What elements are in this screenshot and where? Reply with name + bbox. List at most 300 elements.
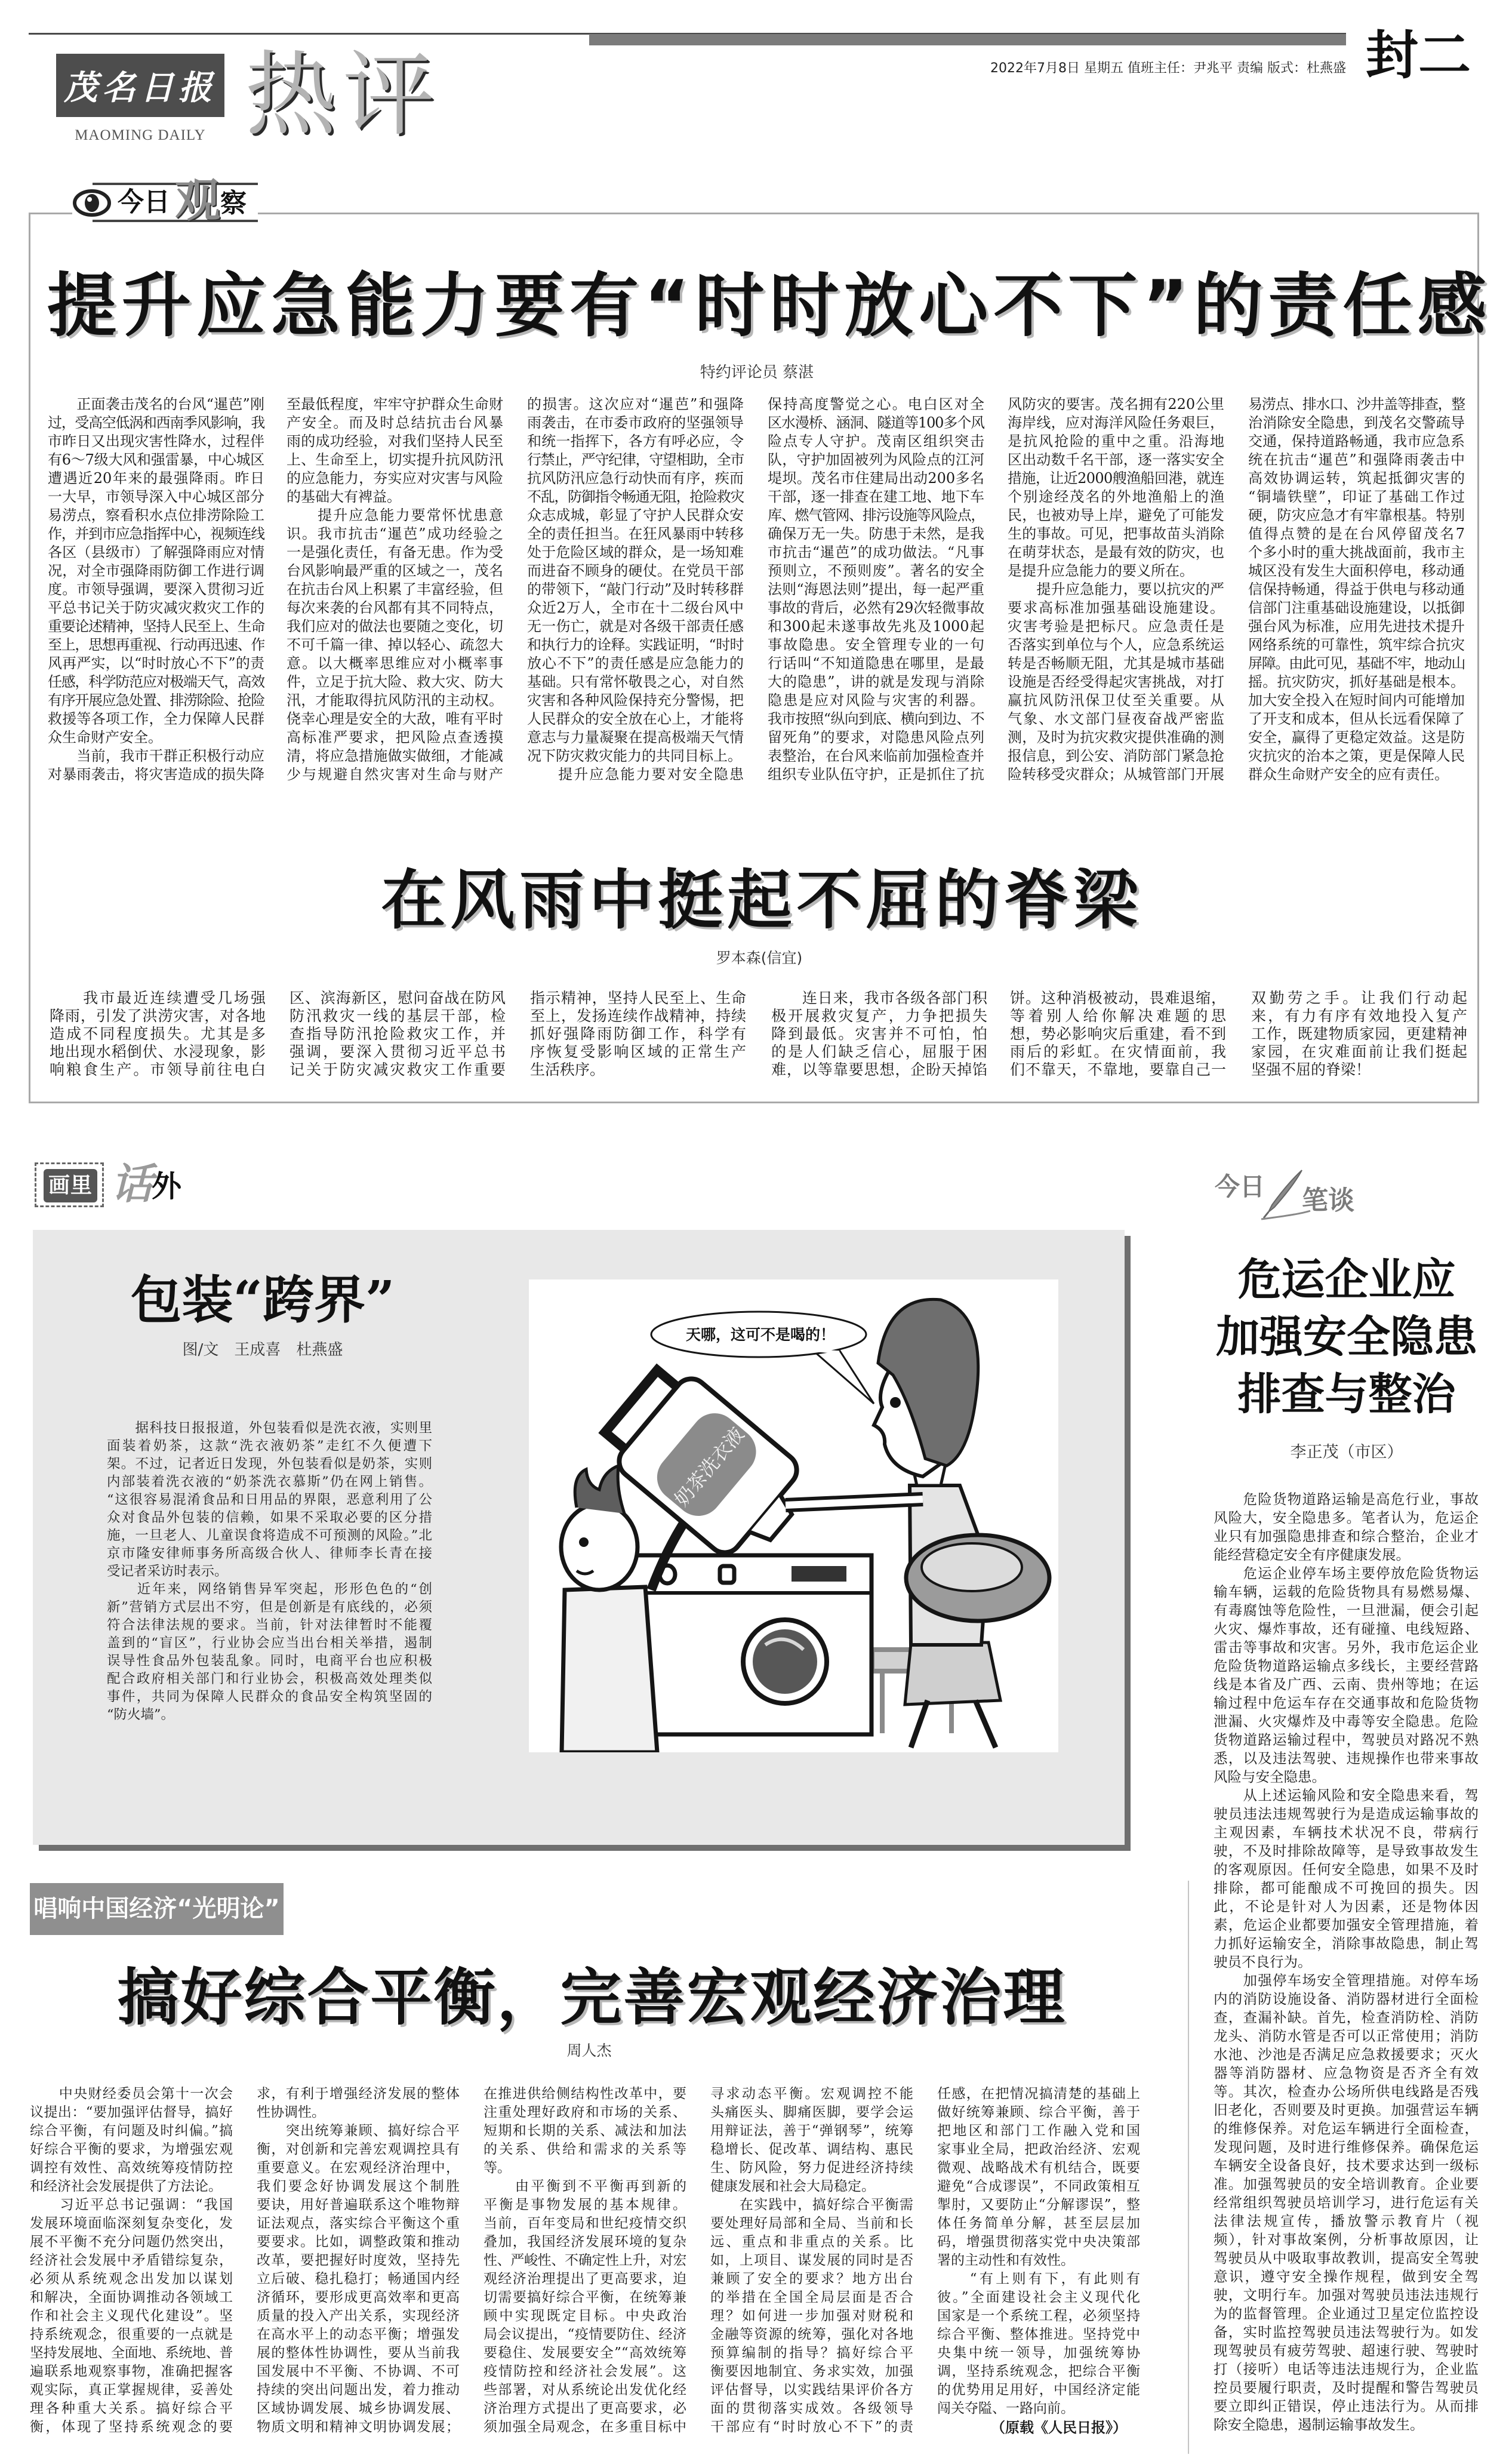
lead-column-1	[48, 395, 264, 784]
text-line: 内的消防设施设备、消防器材进行全面检	[1214, 1991, 1479, 2007]
text-line: 力抓好运输安全，消除事故隐患，制止驾	[1214, 1935, 1479, 1952]
text-line: 和经济社会发展提供了方法论。	[30, 2179, 222, 2194]
text-line: 金融等资源的统筹，强化对各地	[710, 2327, 913, 2342]
text-line: 驾驶员从中吸取事故教训，提高安全驾驶	[1214, 2250, 1479, 2266]
text-line: 防汛救灾一线的基层干部，检	[290, 1007, 506, 1025]
text-line: 提升应急能力，要以抗灾的严	[1008, 581, 1224, 598]
text-line: “有上则有下，有此则有	[937, 2271, 1140, 2287]
text-line: 生、防风险，努力促进经济持续	[710, 2160, 913, 2176]
text-line: 济治理方式提出了更高要求，必	[484, 2401, 686, 2416]
text-line: 易涝点、排水口、沙井盖等排查，整	[1248, 396, 1465, 413]
text-line: 理？如何进一步加强对财税和	[710, 2308, 913, 2324]
text-line: 由平衡到不平衡再到新的	[484, 2179, 686, 2194]
text-line: 险点专人守护。茂南区组织突击	[768, 433, 984, 450]
text-line: 火灾、爆炸事故，还有碰撞、电线短路、	[1214, 1620, 1479, 1637]
text-line: 国家是一个系统工程，必须坚持	[937, 2308, 1140, 2324]
text-line: 基础。只有常怀敬畏之心，对自然	[527, 673, 744, 690]
text-line: 发展环境面临深刻复杂变化，发	[30, 2216, 233, 2231]
text-line: 留死角”的要求，对隐患风险点列	[768, 729, 984, 746]
text-line: 中央财经委员会第十一次会	[30, 2086, 233, 2102]
text-line: 抗风防汛应急行动快而有序，疾而	[527, 470, 744, 487]
text-line: 必须从系统观念出发加以谋划	[30, 2271, 233, 2287]
text-line: 在抗击台风上积累了丰富经验，但	[287, 581, 503, 598]
text-line: 众生命财产安全。	[48, 729, 162, 746]
text-line: 正面袭击茂名的台风“暹芭”刚	[48, 396, 264, 413]
text-line: 配合政府相关部门和行业协会，积极高效处理类似	[107, 1671, 432, 1687]
text-line: “防火墙”。	[107, 1707, 175, 1722]
text-line: 改革，要把握好时度效，坚持先	[257, 2253, 460, 2268]
economy-column-3	[484, 2085, 686, 2437]
text-line: 器等消防器材、应急物资是否齐全有效	[1214, 2065, 1479, 2081]
text-line: 须加强全局观念，在多重目标中	[484, 2419, 686, 2435]
text-line: 水池、沙池是否满足应急救援要求；灭火	[1214, 2046, 1479, 2063]
page-label: 封二	[1366, 24, 1471, 86]
text-line: 群众生命财产安全的应有责任。	[1248, 766, 1449, 783]
text-line: 确保万无一失。防患于未然，是我	[768, 525, 984, 542]
second-column-3	[530, 989, 746, 1079]
text-line: 当前，百年变局和世纪疫情交织	[484, 2216, 686, 2231]
text-line: 各区（县级市）了解强降雨应对情	[48, 544, 264, 561]
text-line: 测，及时为抗灾救灾提供准确的测	[1008, 729, 1224, 746]
text-line: 造成不同程度损失。尤其是多	[50, 1025, 266, 1042]
text-line: 提升应急能力要常怀忧患意	[287, 507, 503, 524]
pen-talk-headline	[1212, 1251, 1482, 1423]
text-line: 风再严实，以“时时放心不下”的责	[48, 655, 264, 672]
text-line: 连日来，我市各级各部门积	[771, 989, 987, 1007]
text-line: 在萌芽状态，是最有效的防灾，也	[1008, 544, 1224, 561]
text-line: 调控有效性、高效统筹疫情防控	[30, 2160, 233, 2176]
text-line: 干部，逐一排查在建工地、地下车	[768, 488, 984, 505]
text-line: 工作，既建物质家园，更建精神	[1251, 1025, 1467, 1042]
text-line: 网络系统的可靠性，筑牢综合抗灾	[1248, 636, 1465, 653]
text-line: 符合法律法规的要求。当前，针对法律暂时不能覆	[107, 1617, 432, 1633]
woman-eye	[890, 1397, 901, 1408]
text-line: 微观、战略战术有机结合，既要	[937, 2160, 1140, 2176]
text-line: 干部应有“时时放心不下”的责	[710, 2419, 913, 2435]
speech-bubble-text: 天哪，这可不是喝的！	[685, 1326, 836, 1343]
text-line: 无一伤亡，就是对各级干部责任感	[527, 618, 744, 635]
text-line: 任感，科学防范应对极端天气，高效	[48, 673, 264, 690]
text-line: 强台风为标准，应用先进技术提升	[1248, 618, 1465, 635]
text-line: 清，将应急措施做实做细，才能减	[287, 747, 503, 764]
pen-talk-headline-line: 加强安全隐患	[1216, 1311, 1477, 1362]
text-line: 高效协调运转，筑起抵御灾害的	[1248, 470, 1465, 487]
lead-column-3	[527, 395, 744, 784]
text-line: 远、重点和非重点的关系。比	[710, 2234, 913, 2250]
text-line: 要要求。比如，调整政策和推动	[257, 2234, 460, 2250]
text-line: 放心不下”的责任感是应急能力的	[527, 655, 744, 672]
text-line: 措施，让近2000艘渔船回港，就连	[1008, 470, 1224, 487]
text-line: 业只有加强隐患排查和综合整治，企业才	[1214, 1528, 1479, 1545]
text-line: 在实践中，搞好综合平衡需	[710, 2197, 913, 2213]
text-line: 等。其次，检查办公场所供电线路是否残	[1214, 2083, 1479, 2100]
text-line: 况下防灾救灾能力的共同目标上。	[527, 747, 742, 764]
text-line: 准。加强驾驶员的安全培训教育。企业要	[1214, 2176, 1479, 2192]
text-line: 性协调性。	[257, 2105, 325, 2120]
text-line: 现驾驶员有疲劳驾驶、超速行驶、驾驶时	[1214, 2342, 1479, 2359]
text-line: 避免“合成谬误”，不同政策相互	[937, 2179, 1140, 2194]
text-line: 在高水平上的动态平衡；增强发	[257, 2327, 460, 2342]
masthead-logo-text: 茂名日报	[64, 68, 217, 107]
text-line: 指示精神，坚持人民至上、生命	[530, 989, 746, 1007]
text-line: 区域协调发展、城乡协调发展、	[257, 2401, 460, 2416]
economy-column-1	[30, 2085, 233, 2437]
text-line: 些部署，对从系统论出发优化经	[484, 2382, 686, 2398]
text-line: 屏障。由此可见，基础不牢，地动山	[1248, 655, 1465, 672]
text-line: 我市最近连续遭受几场强	[50, 989, 266, 1007]
text-line: 台风影响最严重的区域之一，茂名	[287, 562, 503, 579]
pen-talk-headline-line: 危运企业应	[1237, 1254, 1456, 1305]
text-line: 不乱，防御指令畅通无阻，抢险救灾	[527, 488, 744, 505]
text-line: 饼。这种消极被动，畏难退缩，	[1010, 989, 1226, 1007]
text-line: 的关系、供给和需求的关系等	[484, 2142, 686, 2157]
text-line: 堤坝。茂名市住建局出动200多名	[768, 470, 984, 487]
text-line: 加大安全投入在短时间内可能增加	[1248, 692, 1465, 709]
text-line: 一大早，市领导深入中心城区部分	[48, 488, 264, 505]
text-line: 不可千篇一律、掉以轻心、疏忽大	[287, 636, 503, 653]
text-line: 极开展救灾复产，力争把损失	[771, 1007, 987, 1025]
text-line: 意识，遵守安全操作规程，做到安全驾	[1214, 2268, 1479, 2285]
text-line: 备，实时监控驾驶员违法驾驶行为。如发	[1214, 2324, 1479, 2340]
second-column-4	[771, 989, 987, 1079]
text-line: 的客观原因。任何安全隐患，如果不及时	[1214, 1861, 1479, 1878]
text-line: 抓好强降雨防御工作，科学有	[530, 1025, 746, 1042]
text-line: 意。以大概率思维应对小概率事	[287, 655, 503, 672]
pen-talk-prefix: 今日	[1215, 1172, 1265, 1201]
text-line: 和执行力的诠释。实践证明，“时时	[527, 636, 744, 653]
text-line: 隐患是应对风险与灾害的利器。	[768, 692, 984, 709]
text-line: 码，增强贯彻落实党中央决策部	[937, 2234, 1140, 2250]
text-line: 侥幸心理是安全的大敌，唯有平时	[287, 710, 503, 727]
text-line: 误导性食品外包装乱象。同时，电商平台也应积极	[107, 1653, 432, 1669]
text-line: 产安全。而及时总结抗击台风暴	[287, 414, 503, 431]
text-line: 能经营稳定安全有序健康发展。	[1214, 1546, 1410, 1563]
text-line: 危险货物道路运输是高危行业，事故	[1214, 1491, 1479, 1508]
text-line: 高标准严要求，把风险点查透摸	[287, 729, 503, 746]
text-line: 央集中统一领导，加强统筹协	[937, 2345, 1140, 2361]
text-line: 表整治，在台风来临前加强检查并	[768, 747, 984, 764]
economy-headline: 搞好综合平衡，完善宏观经济治理	[117, 1962, 1067, 2034]
text-line: 事件，共同为保障人民群众的食品安全构筑坚固的	[107, 1689, 432, 1705]
text-line: 况，对全市强降雨防御工作进行调	[48, 562, 264, 579]
economy-byline: 周人杰	[566, 2042, 612, 2059]
text-line: 要立即纠正错误，停止违法行为。从而排	[1214, 2398, 1479, 2414]
text-line: 的是人们缺乏信心，屈服于困	[771, 1043, 987, 1060]
text-line: 众志成城，彰显了守护人民群众安	[527, 507, 744, 524]
observation-badge	[72, 174, 258, 227]
text-line: 注重处理好政府和市场的关系、	[484, 2105, 686, 2120]
masthead-english-name: MAOMING DAILY	[75, 127, 206, 143]
text-line: 件，立足于抗大险、救大灾、防大	[287, 673, 503, 690]
text-line: “铜墙铁壁”，印证了基础工作过	[1248, 488, 1465, 505]
text-line: 是提升应急能力的要义所在。	[1008, 562, 1194, 579]
text-line: 内部装着洗衣液的“奶茶洗衣慕斯”仍在网上销售。	[107, 1474, 432, 1490]
text-line: 等着别人给你解决难题的思	[1010, 1007, 1226, 1025]
text-line: 驶，文明行车。加强对驾驶员违法违规行	[1214, 2287, 1479, 2303]
text-line: 危运企业停车场主要停放危险货物运	[1214, 1565, 1479, 1582]
text-line: 的应急能力，夯实应对灾害与风险	[287, 470, 503, 487]
text-line: 据科技日报报道，外包装看似是洗衣液，实则里	[107, 1420, 432, 1436]
text-line: 京市隆安律师事务所高级合伙人、律师李长青在接	[107, 1546, 432, 1561]
text-line: 证法观点，落实综合平衡这个重	[257, 2216, 460, 2231]
text-line: 用辩证法，善于“弹钢琴”，统筹	[710, 2123, 913, 2139]
text-line: 一是强化责任，有备无患。作为受	[287, 544, 503, 561]
text-line: 了开支和成本，但从长远看保障了	[1248, 710, 1465, 727]
text-line: 降雨，引发了洪涝灾害，对各地	[50, 1007, 266, 1025]
text-line: 作和社会主义现代化建设”。坚	[30, 2308, 233, 2324]
text-line: 疫情防控和经济社会发展”。这	[484, 2364, 686, 2379]
pen-talk-body	[1214, 1490, 1479, 2434]
text-line: “这很容易混淆食品和日用品的界限，恶意利用了公	[107, 1492, 432, 1508]
eye-icon	[72, 189, 112, 217]
text-line: 的带领下，“敲门行动”及时转移群	[527, 581, 744, 598]
text-line: 观实际，真正掌握规律，妥善处	[30, 2382, 233, 2398]
text-line: 救援等各项工作，全力保障人民群	[48, 710, 264, 727]
logo-black-char: 外	[152, 1169, 181, 1204]
text-line: 健康发展和社会大局稳定。	[710, 2179, 875, 2194]
text-line: 持续的突出问题出发，着力推动	[257, 2382, 460, 2398]
text-line: 货物道路运输过程中，驾驶员对路况不熟	[1214, 1731, 1479, 1748]
text-line: 众近2万人，全市在十二级台风中	[527, 599, 744, 616]
text-line: 硬，防灾应急才有牢靠根基。特别	[1248, 507, 1465, 524]
text-line: 库、燃气管网、排污设施等风险点，	[768, 507, 984, 524]
text-line: 性、严峻性、不确定性上升，对宏	[484, 2253, 686, 2268]
text-line: 有序开展应急处置、排涝除险、抢险	[48, 692, 264, 709]
jug-label: 奶茶洗衣液	[670, 1423, 749, 1511]
text-line: 来，有力有序有效地投入复产	[1251, 1007, 1467, 1025]
text-line: 雨后的彩虹。在灾情面前，我	[1010, 1043, 1226, 1060]
text-line: 面装着奶茶，这款“洗衣液奶茶”走红不久便遭下	[107, 1438, 432, 1454]
source-credit: （原载《人民日报》）	[991, 2419, 1127, 2436]
text-line: 议提出：“要加强评估督导，搞好	[30, 2105, 233, 2120]
text-line: 理各种重大关系。搞好综合平	[30, 2401, 233, 2416]
text-line: 闯关夺隘、一路向前。	[937, 2401, 1074, 2416]
text-line: 区水漫桥、涵洞、隧道等100多个风	[768, 414, 984, 431]
text-line: 稳增长、促改革、调结构、惠民	[710, 2142, 913, 2157]
pen-talk-suffix: 笔谈	[1302, 1185, 1354, 1216]
text-line: 每次来袭的台风都有其不同特点，	[287, 599, 503, 616]
text-line: 治消除安全隐患，到茂名交警疏导	[1248, 414, 1465, 431]
text-line: 地出现水稻倒伏、水浸现象，影	[50, 1043, 266, 1060]
text-line: 少与规避自然灾害对生命与财产	[287, 766, 503, 783]
text-line: 署的主动性和有效性。	[937, 2253, 1074, 2268]
text-line: 习近平总书记强调：“我国	[30, 2197, 233, 2213]
text-line: 雨的成功经验，对我们坚持人民至	[287, 433, 503, 450]
second-column-1	[50, 989, 266, 1079]
text-line: 从上述运输风险和安全隐患来看，驾	[1214, 1787, 1479, 1804]
text-line: 架。不过，记者近日发现，外包装看似是奶茶，实则	[107, 1456, 432, 1472]
text-line: 区、滨海新区，慰问奋战在防风	[290, 989, 506, 1007]
text-line: 龙头、消防水管是否可以正常使用；消防	[1214, 2028, 1479, 2044]
text-line: 为的监督管理。企业通过卫星定位监控设	[1214, 2305, 1479, 2322]
text-line: 国发展中不平衡、不协调、不可	[257, 2364, 460, 2379]
text-line: 是抗风抢险的重中之重。沿海地	[1008, 433, 1224, 450]
lead-column-5	[1008, 395, 1224, 784]
economy-column-2	[257, 2085, 460, 2437]
text-line: 报信息，到公安、消防部门紧急抢	[1008, 747, 1224, 764]
text-line: 线是本省及广西、云南、贵州等地；在运	[1214, 1676, 1479, 1693]
lead-byline: 特约评论员 蔡湛	[700, 364, 814, 382]
logo-gray-char: 话	[111, 1159, 153, 1208]
text-line: 综合平衡，有问题及时纠偏。”搞	[30, 2123, 233, 2139]
lead-column-2	[287, 395, 503, 784]
text-line: 双勤劳之手。让我们行动起	[1251, 989, 1467, 1007]
text-line: 区出动数千名干部，逐一落实安全	[1008, 451, 1224, 468]
text-line: 物质文明和精神文明协调发展；	[257, 2419, 460, 2435]
second-byline: 罗本森(信宜)	[716, 949, 803, 967]
text-line: 平衡是事物发展的基本规律。	[484, 2197, 686, 2213]
text-line: 展不平衡不充分问题仍然突出，	[30, 2234, 233, 2250]
text-line: 面的贯彻落实成效。各级领导	[710, 2401, 913, 2416]
text-line: 作，并到市应急指挥中心，视频连线	[48, 525, 264, 542]
text-line: 打（接听）电话等违法违规行为，企业监	[1214, 2361, 1479, 2377]
text-line: 头痛医头、脚痛医脚，要学会运	[710, 2105, 913, 2120]
text-line: 摇。抗灾防灾，抓好基础是根本。	[1248, 673, 1465, 690]
column-separator	[1188, 1881, 1189, 2454]
text-line: 平总书记关于防灾减灾救灾工作的	[48, 599, 264, 616]
text-line: 短期和长期的关系、减法和加法	[484, 2123, 686, 2139]
text-line: 队，守护加固被列为风险点的江河	[768, 451, 984, 468]
text-line: 市昨日又出现灾害性降水，过程伴	[48, 433, 264, 450]
text-line: 赢抗风防汛保卫仗至关重要。从	[1008, 692, 1224, 709]
second-column-5	[1010, 989, 1226, 1079]
text-line: 的优势用足用好，中国经济定能	[937, 2382, 1140, 2398]
text-line: 们不靠天，不靠地，要靠自己一	[1010, 1061, 1226, 1078]
text-line: 值得点赞的是在台风停留茂名7	[1248, 525, 1465, 542]
text-line: 驶员不良行为。	[1214, 1954, 1312, 1970]
text-line: 要诀，用好普遍联系这个唯物辩	[257, 2197, 460, 2213]
text-line: 我们要念好协调发展这个制胜	[257, 2179, 460, 2194]
text-line: 事故的背后，必然有29次轻微事故	[768, 599, 984, 616]
second-column-2	[290, 989, 506, 1079]
text-line: 寻求动态平衡。宏观调控不能	[710, 2086, 913, 2102]
text-line: 雨袭击，在市委市政府的坚强领导	[527, 414, 744, 431]
text-line: 新”营销方式层出不穷，但是创新是有底线的，必须	[107, 1599, 432, 1615]
text-line: 生的事故。可见，把事故苗头消除	[1008, 525, 1224, 542]
text-line: 衡要因地制宜、务求实效，加强	[710, 2364, 913, 2379]
text-line: 受记者采访时表示。	[107, 1564, 228, 1579]
text-line: 否落实到单位与个人，应急系统运	[1008, 636, 1224, 653]
text-line: 任感，在把情况搞清楚的基础上	[937, 2086, 1140, 2102]
text-line: 有6～7级大风和强雷暴，中心城区	[48, 451, 264, 468]
text-line: 排除，都可能酿成不可挽回的损失。因	[1214, 1879, 1479, 1896]
text-line: 除安全隐患，遏制运输事故发生。	[1214, 2416, 1424, 2433]
text-line: 家园，在灾难面前让我们挺起	[1251, 1043, 1467, 1060]
text-line: 危险货物道路运输点多线长，主要经营路	[1214, 1657, 1479, 1674]
text-line: 至上，思想再重视、行动再迅速、作	[48, 636, 264, 653]
text-line: 立后破、稳扎稳打；畅通国内经	[257, 2271, 460, 2287]
cartoon-byline: 图/文 王成喜 杜燕盛	[182, 1341, 343, 1359]
series-tag: 唱响中国经济“光明论”	[30, 1883, 284, 1935]
text-line: 观经济治理提出了更高要求，迫	[484, 2271, 686, 2287]
text-line: 难，以等靠要思想，企盼天掉馅	[771, 1061, 987, 1078]
text-line: 至上，发扬连续作战精神，持续	[530, 1007, 746, 1025]
badge-suffix: 察	[220, 188, 247, 219]
text-line: 素，危运企业都要加强安全管理措施，着	[1214, 1917, 1479, 1933]
text-line: 盖到的“盲区”，行业协会应当出台相关举措，遏制	[107, 1635, 432, 1651]
text-line: 遭遇近20年来的最强降雨。昨日	[48, 470, 264, 487]
text-line: 调，坚持系统观念，把综合平衡	[937, 2364, 1140, 2379]
text-line: 坚强不屈的脊梁！	[1251, 1061, 1371, 1078]
text-line: 我们应对的做法也要随之变化，切	[287, 618, 503, 635]
text-line: 把地区和部门工作融入党和国	[937, 2123, 1140, 2139]
text-line: 风防灾的要害。茂名拥有220公里	[1008, 396, 1224, 413]
text-line: 风险大，安全隐患多。笔者认为，危运企	[1214, 1509, 1479, 1526]
text-line: 济循环，要形成更高效率和更高	[257, 2290, 460, 2305]
text-line: 全的责任担当。在狂风暴雨中转移	[527, 525, 744, 542]
text-line: 输过程中危运车存在交通事故和危险货物	[1214, 1694, 1479, 1711]
text-line: 的损害。这次应对“暹芭”和强降	[527, 396, 744, 413]
text-line: 突出统筹兼顾、搞好综合平	[257, 2123, 460, 2139]
text-line: 城区没有发生大面积停电，移动通	[1248, 562, 1465, 579]
logo-stamp-text: 画里	[44, 1169, 97, 1202]
text-line: 重要意义。在宏观经济治理中，	[257, 2160, 460, 2176]
pen-talk-headline-line: 排查与整治	[1237, 1368, 1456, 1420]
text-line: 保持高度警觉之心。电白区对全	[768, 396, 984, 413]
economy-column-5	[937, 2085, 1140, 2418]
text-line: 记关于防灾减灾救灾工作重要	[290, 1061, 506, 1078]
text-line: 重要论述精神，坚持人民至上、生命	[48, 618, 264, 635]
text-line: 评估督导，以实践结果评价各方	[710, 2382, 913, 2398]
text-line: 意志与力量凝聚在提高极端天气情	[527, 729, 744, 746]
text-line: 车辆安全设备良好，技术要求达到一级标	[1214, 2157, 1479, 2174]
text-line: 海岸线，应对海洋风险任务艰巨，	[1008, 414, 1224, 431]
top-band	[589, 34, 1346, 45]
pen-talk-byline: 李正茂（市区）	[1290, 1443, 1403, 1462]
text-line: 灾害考验是把标尺。应急责任是	[1008, 618, 1224, 635]
text-line: 法律法规宣传，播放警示教育片（视	[1214, 2213, 1479, 2229]
text-line: 持系统观念，很重要的一点就是	[30, 2327, 233, 2342]
text-line: 经常组织驾驶员培训学习，进行危运有关	[1214, 2194, 1479, 2211]
cartoon-text	[107, 1419, 432, 1724]
text-line: 上、生命至上，切实提升抗风防汛	[287, 451, 503, 468]
text-line: 灾抗灾的治本之策，更是保障人民	[1248, 747, 1465, 764]
text-line: 至最低程度，牢牢守护群众生命财	[287, 396, 503, 413]
masthead-logo	[56, 54, 224, 117]
text-line: 安全，赢得了更稳定效益。这是防	[1248, 729, 1465, 746]
woman-skirt	[905, 1642, 1000, 1705]
text-line: 风险与安全隐患。	[1214, 1768, 1326, 1785]
text-line: 主观因素，车辆技术状况不良，带病行	[1214, 1824, 1479, 1841]
text-line: 民，也被劝导上岸，避免了可能发	[1008, 507, 1224, 524]
text-line: 等。	[484, 2160, 511, 2176]
text-line: 质量的投入产出关系，实现经济	[257, 2308, 460, 2324]
text-line: 要处理好局部和全局、当前和长	[710, 2216, 913, 2231]
text-line: 悉，以及违法驾驶、违规操作也带来事故	[1214, 1750, 1479, 1767]
text-line: 局会议提出，“疫情要防住、经济	[484, 2327, 686, 2342]
laundry-clothes	[922, 1543, 1022, 1591]
text-line: 兼顾了安全的要求？地方出台	[710, 2271, 913, 2287]
text-line: 切需要搞好综合平衡，在统筹兼	[484, 2290, 686, 2305]
logo-stamp-frame	[35, 1162, 104, 1207]
text-line: 当前，我市干群正积极行动应	[48, 747, 264, 764]
text-line: 我市按照“纵向到底、横向到边、不	[768, 710, 984, 727]
text-line: 输车辆，运载的危险货物具有易燃易爆、	[1214, 1583, 1479, 1600]
text-line: 个别途经茂名的外地渔船上的渔	[1008, 488, 1224, 505]
lead-headline: 提升应急能力要有“时时放心不下”的责任感	[47, 266, 1492, 346]
text-line: 灾害和各种风险保持充分警惕，把	[527, 692, 744, 709]
pen-talk-logo	[1215, 1168, 1364, 1222]
text-line: 施，一旦老人、儿童误食将造成不可预测的风险。”北	[107, 1528, 432, 1543]
text-line: 和统一指挥下，各方有呼必应，令	[527, 433, 744, 450]
text-line: 综合平衡、整体推进。坚持党中	[937, 2327, 1140, 2342]
text-line: 彼。”全面建设社会主义现代化	[937, 2290, 1140, 2305]
text-line: 查，查漏补缺。首先，检查消防栓、消防	[1214, 2009, 1479, 2026]
text-line: 险转移受灾群众；从城管部门开展	[1008, 766, 1224, 783]
badge-highlight: 观	[175, 174, 220, 227]
text-line: 求，有利于增强经济发展的整体	[257, 2086, 460, 2102]
text-line: 设施是否经受得起灾害挑战，对打	[1008, 673, 1224, 690]
